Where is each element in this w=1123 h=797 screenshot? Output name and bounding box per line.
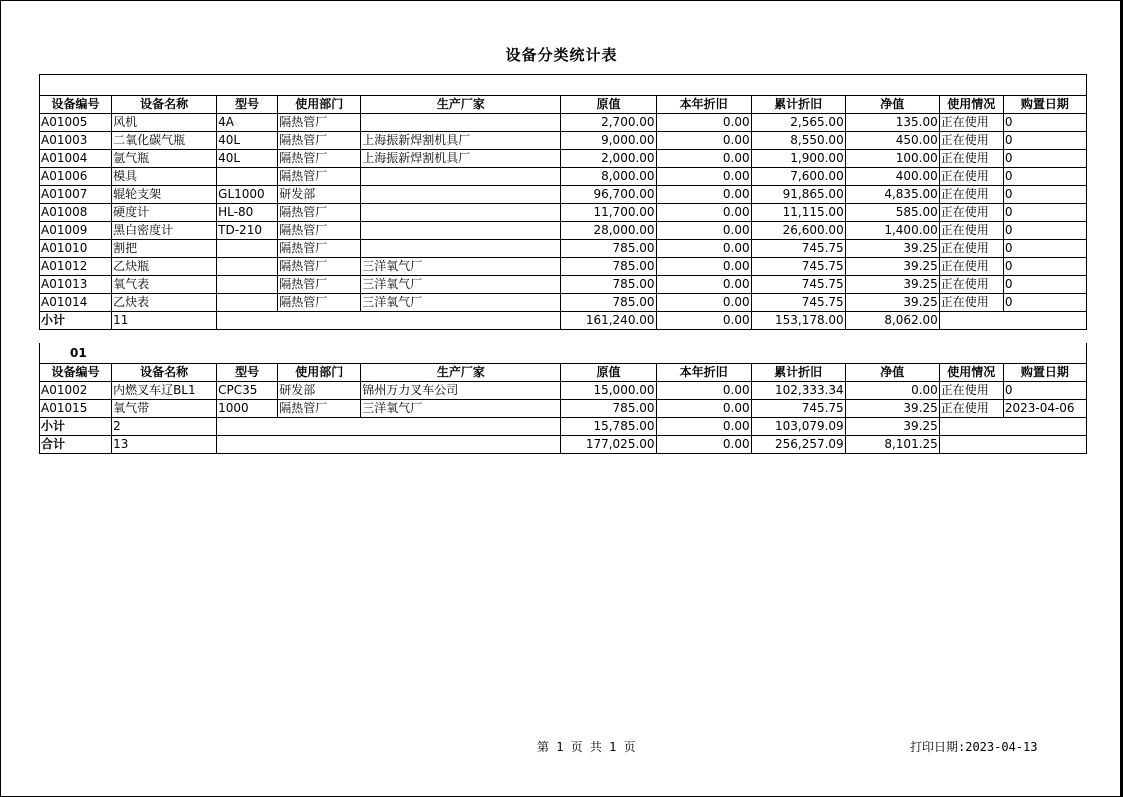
table-cell: 785.00 [561, 294, 656, 312]
table-cell: 正在使用 [939, 132, 1003, 150]
table-row [40, 382, 1087, 400]
column-header: 原值 [561, 96, 656, 114]
table-cell: 785.00 [561, 276, 656, 294]
table-cell [361, 168, 561, 186]
table-cell: 正在使用 [939, 114, 1003, 132]
column-header: 型号 [217, 364, 278, 382]
table-cell: TD-210 [217, 222, 278, 240]
table-cell [361, 204, 561, 222]
column-header: 累计折旧 [751, 96, 845, 114]
table-cell: 40L [217, 150, 278, 168]
table-cell: 正在使用 [939, 294, 1003, 312]
table-cell [217, 240, 278, 258]
table-cell: 0.00 [845, 382, 939, 400]
column-header: 净值 [845, 96, 939, 114]
table-cell: 0.00 [656, 150, 751, 168]
table-cell: 模具 [112, 168, 217, 186]
table-cell: HL-80 [217, 204, 278, 222]
column-header: 生产厂家 [361, 364, 561, 382]
table-cell: 39.25 [845, 276, 939, 294]
table-cell [361, 186, 561, 204]
table-cell: 1,900.00 [751, 150, 845, 168]
table-cell: 三洋氧气厂 [361, 294, 561, 312]
table-cell: 7,600.00 [751, 168, 845, 186]
table-row [40, 168, 1087, 186]
table-cell: 0 [1003, 240, 1086, 258]
table-cell: 正在使用 [939, 186, 1003, 204]
table-cell: 0 [1003, 258, 1086, 276]
table-cell: 785.00 [561, 400, 656, 418]
table-cell: 隔热管厂 [278, 168, 361, 186]
table-cell: 1,400.00 [845, 222, 939, 240]
table-cell: 39.25 [845, 294, 939, 312]
summary-cell [217, 418, 561, 436]
page-number: 第 1 页 共 1 页 [537, 740, 636, 754]
table-cell: 研发部 [278, 186, 361, 204]
table-cell: 正在使用 [939, 382, 1003, 400]
table-cell: 2,700.00 [561, 114, 656, 132]
print-date: 打印日期:2023-04-13 [910, 740, 1038, 754]
table-cell: A01006 [40, 168, 112, 186]
table-cell: 0.00 [656, 204, 751, 222]
table-cell: 26,600.00 [751, 222, 845, 240]
table-cell: 39.25 [845, 240, 939, 258]
table-cell: 0 [1003, 186, 1086, 204]
table-cell: A01014 [40, 294, 112, 312]
table-cell: A01003 [40, 132, 112, 150]
table-cell: 隔热管厂 [278, 132, 361, 150]
column-header: 购置日期 [1003, 364, 1086, 382]
equipment-table-group-2 [39, 363, 1087, 454]
table-cell: 1000 [217, 400, 278, 418]
table-cell: A01002 [40, 382, 112, 400]
table-cell: 研发部 [278, 382, 361, 400]
table-cell [361, 222, 561, 240]
table-cell [361, 114, 561, 132]
summary-cell: 合计 [40, 436, 112, 454]
column-header: 购置日期 [1003, 96, 1086, 114]
table-cell: A01007 [40, 186, 112, 204]
table-row [40, 186, 1087, 204]
table-cell [217, 276, 278, 294]
table-cell: 40L [217, 132, 278, 150]
table-cell: 0.00 [656, 382, 751, 400]
table-cell: 隔热管厂 [278, 114, 361, 132]
summary-cell: 8,062.00 [845, 312, 939, 330]
table-cell: 2,000.00 [561, 150, 656, 168]
table-cell: 9,000.00 [561, 132, 656, 150]
equipment-table-group-1 [39, 95, 1087, 330]
table-cell: GL1000 [217, 186, 278, 204]
table-cell: 135.00 [845, 114, 939, 132]
summary-cell: 177,025.00 [561, 436, 656, 454]
column-header: 本年折旧 [656, 96, 751, 114]
table-cell: 隔热管厂 [278, 400, 361, 418]
table-cell: 0.00 [656, 400, 751, 418]
table-cell: 2,565.00 [751, 114, 845, 132]
table-cell: 正在使用 [939, 150, 1003, 168]
table-cell: 正在使用 [939, 400, 1003, 418]
table-cell: 96,700.00 [561, 186, 656, 204]
column-header: 设备名称 [112, 96, 217, 114]
column-header: 使用情况 [939, 96, 1003, 114]
summary-cell: 0.00 [656, 418, 751, 436]
table-cell: 正在使用 [939, 276, 1003, 294]
table-cell [217, 168, 278, 186]
table-cell: 102,333.34 [751, 382, 845, 400]
table-cell: A01013 [40, 276, 112, 294]
table-cell: 隔热管厂 [278, 258, 361, 276]
table-cell: 0 [1003, 114, 1086, 132]
table-cell: 91,865.00 [751, 186, 845, 204]
table-cell: 400.00 [845, 168, 939, 186]
table-cell: 28,000.00 [561, 222, 656, 240]
table-cell: 39.25 [845, 258, 939, 276]
table-cell: 正在使用 [939, 204, 1003, 222]
table-cell: 0.00 [656, 240, 751, 258]
column-header: 累计折旧 [751, 364, 845, 382]
subtotal-row [40, 312, 1087, 330]
table-cell: 三洋氧气厂 [361, 276, 561, 294]
summary-cell: 2 [112, 418, 217, 436]
table-header-row [40, 364, 1087, 382]
table-cell: 4,835.00 [845, 186, 939, 204]
table-cell: 0 [1003, 150, 1086, 168]
summary-cell: 8,101.25 [845, 436, 939, 454]
table-cell: 0.00 [656, 294, 751, 312]
table-cell: 0 [1003, 168, 1086, 186]
column-header: 净值 [845, 364, 939, 382]
table-cell: 上海振新焊割机具厂 [361, 132, 561, 150]
summary-cell: 0.00 [656, 436, 751, 454]
table-header-row [40, 96, 1087, 114]
table-cell: A01010 [40, 240, 112, 258]
table-cell: 氧气表 [112, 276, 217, 294]
table-row [40, 150, 1087, 168]
table-cell: 硬度计 [112, 204, 217, 222]
column-header: 设备编号 [40, 96, 112, 114]
table-cell: 隔热管厂 [278, 222, 361, 240]
table-cell: 隔热管厂 [278, 276, 361, 294]
blank-header-row [39, 74, 1087, 95]
table-cell: 0.00 [656, 132, 751, 150]
group-label: 01 [70, 346, 87, 360]
group-label-row [39, 343, 1087, 363]
table-cell: 正在使用 [939, 168, 1003, 186]
summary-cell [939, 312, 1086, 330]
table-cell: 450.00 [845, 132, 939, 150]
summary-cell: 256,257.09 [751, 436, 845, 454]
table-cell: 0.00 [656, 186, 751, 204]
table-cell: 15,000.00 [561, 382, 656, 400]
table-row [40, 204, 1087, 222]
table-cell: 11,700.00 [561, 204, 656, 222]
table-cell: A01012 [40, 258, 112, 276]
column-header: 使用部门 [278, 96, 361, 114]
table-cell: 785.00 [561, 240, 656, 258]
summary-cell [939, 436, 1086, 454]
table-cell: 氧气带 [112, 400, 217, 418]
table-cell: 2023-04-06 [1003, 400, 1086, 418]
table-cell: 正在使用 [939, 258, 1003, 276]
table-cell: 8,000.00 [561, 168, 656, 186]
summary-cell: 15,785.00 [561, 418, 656, 436]
table-row [40, 400, 1087, 418]
table-cell: 隔热管厂 [278, 294, 361, 312]
table-cell: 黑白密度计 [112, 222, 217, 240]
summary-cell [217, 312, 561, 330]
table-cell [217, 294, 278, 312]
table-cell: 585.00 [845, 204, 939, 222]
table-cell: 乙炔表 [112, 294, 217, 312]
table-cell: 11,115.00 [751, 204, 845, 222]
column-header: 型号 [217, 96, 278, 114]
table-cell: 正在使用 [939, 222, 1003, 240]
table-cell: 0 [1003, 132, 1086, 150]
table-cell: 三洋氧气厂 [361, 258, 561, 276]
column-header: 设备编号 [40, 364, 112, 382]
table-cell: 745.75 [751, 258, 845, 276]
table-cell: 乙炔瓶 [112, 258, 217, 276]
table-cell: 0.00 [656, 168, 751, 186]
summary-cell: 11 [112, 312, 217, 330]
table-cell: A01005 [40, 114, 112, 132]
table-cell: 割把 [112, 240, 217, 258]
table-cell: 0 [1003, 382, 1086, 400]
table-cell: 8,550.00 [751, 132, 845, 150]
table-cell: 745.75 [751, 276, 845, 294]
summary-cell: 103,079.09 [751, 418, 845, 436]
column-header: 使用情况 [939, 364, 1003, 382]
table-cell: 0 [1003, 204, 1086, 222]
table-cell: A01015 [40, 400, 112, 418]
summary-cell: 153,178.00 [751, 312, 845, 330]
column-header: 本年折旧 [656, 364, 751, 382]
column-header: 生产厂家 [361, 96, 561, 114]
table-cell: 二氧化碳气瓶 [112, 132, 217, 150]
table-cell: 0 [1003, 294, 1086, 312]
table-row [40, 132, 1087, 150]
table-cell: 内燃叉车辽BL1 [112, 382, 217, 400]
table-cell: 745.75 [751, 400, 845, 418]
column-header: 原值 [561, 364, 656, 382]
grand-total-row [40, 436, 1087, 454]
summary-cell: 小计 [40, 418, 112, 436]
table-cell: 上海振新焊割机具厂 [361, 150, 561, 168]
table-cell: 隔热管厂 [278, 240, 361, 258]
summary-cell [939, 418, 1086, 436]
table-cell: 0.00 [656, 222, 751, 240]
table-row [40, 240, 1087, 258]
report-title: 设备分类统计表 [505, 46, 618, 64]
table-cell: 氩气瓶 [112, 150, 217, 168]
summary-cell: 161,240.00 [561, 312, 656, 330]
table-row [40, 276, 1087, 294]
column-header: 使用部门 [278, 364, 361, 382]
subtotal-row [40, 418, 1087, 436]
table-cell: 0 [1003, 222, 1086, 240]
summary-cell [217, 436, 561, 454]
table-cell: A01008 [40, 204, 112, 222]
summary-cell: 0.00 [656, 312, 751, 330]
table-cell: 39.25 [845, 400, 939, 418]
table-cell: CPC35 [217, 382, 278, 400]
table-cell: 785.00 [561, 258, 656, 276]
table-cell [217, 258, 278, 276]
table-cell: 0.00 [656, 258, 751, 276]
table-cell: 0 [1003, 276, 1086, 294]
table-cell: A01004 [40, 150, 112, 168]
table-cell: 正在使用 [939, 240, 1003, 258]
table-cell: 100.00 [845, 150, 939, 168]
table-cell: 0.00 [656, 276, 751, 294]
table-cell: 4A [217, 114, 278, 132]
table-cell: 745.75 [751, 294, 845, 312]
table-cell: 锦州万力叉车公司 [361, 382, 561, 400]
table-cell: 隔热管厂 [278, 150, 361, 168]
table-cell: A01009 [40, 222, 112, 240]
table-cell: 风机 [112, 114, 217, 132]
table-cell: 745.75 [751, 240, 845, 258]
summary-cell: 小计 [40, 312, 112, 330]
summary-cell: 13 [112, 436, 217, 454]
table-cell: 隔热管厂 [278, 204, 361, 222]
table-cell: 三洋氧气厂 [361, 400, 561, 418]
table-row [40, 222, 1087, 240]
summary-cell: 39.25 [845, 418, 939, 436]
table-row [40, 114, 1087, 132]
table-row [40, 258, 1087, 276]
table-cell: 辊轮支架 [112, 186, 217, 204]
table-cell [361, 240, 561, 258]
column-header: 设备名称 [112, 364, 217, 382]
table-row [40, 294, 1087, 312]
table-cell: 0.00 [656, 114, 751, 132]
